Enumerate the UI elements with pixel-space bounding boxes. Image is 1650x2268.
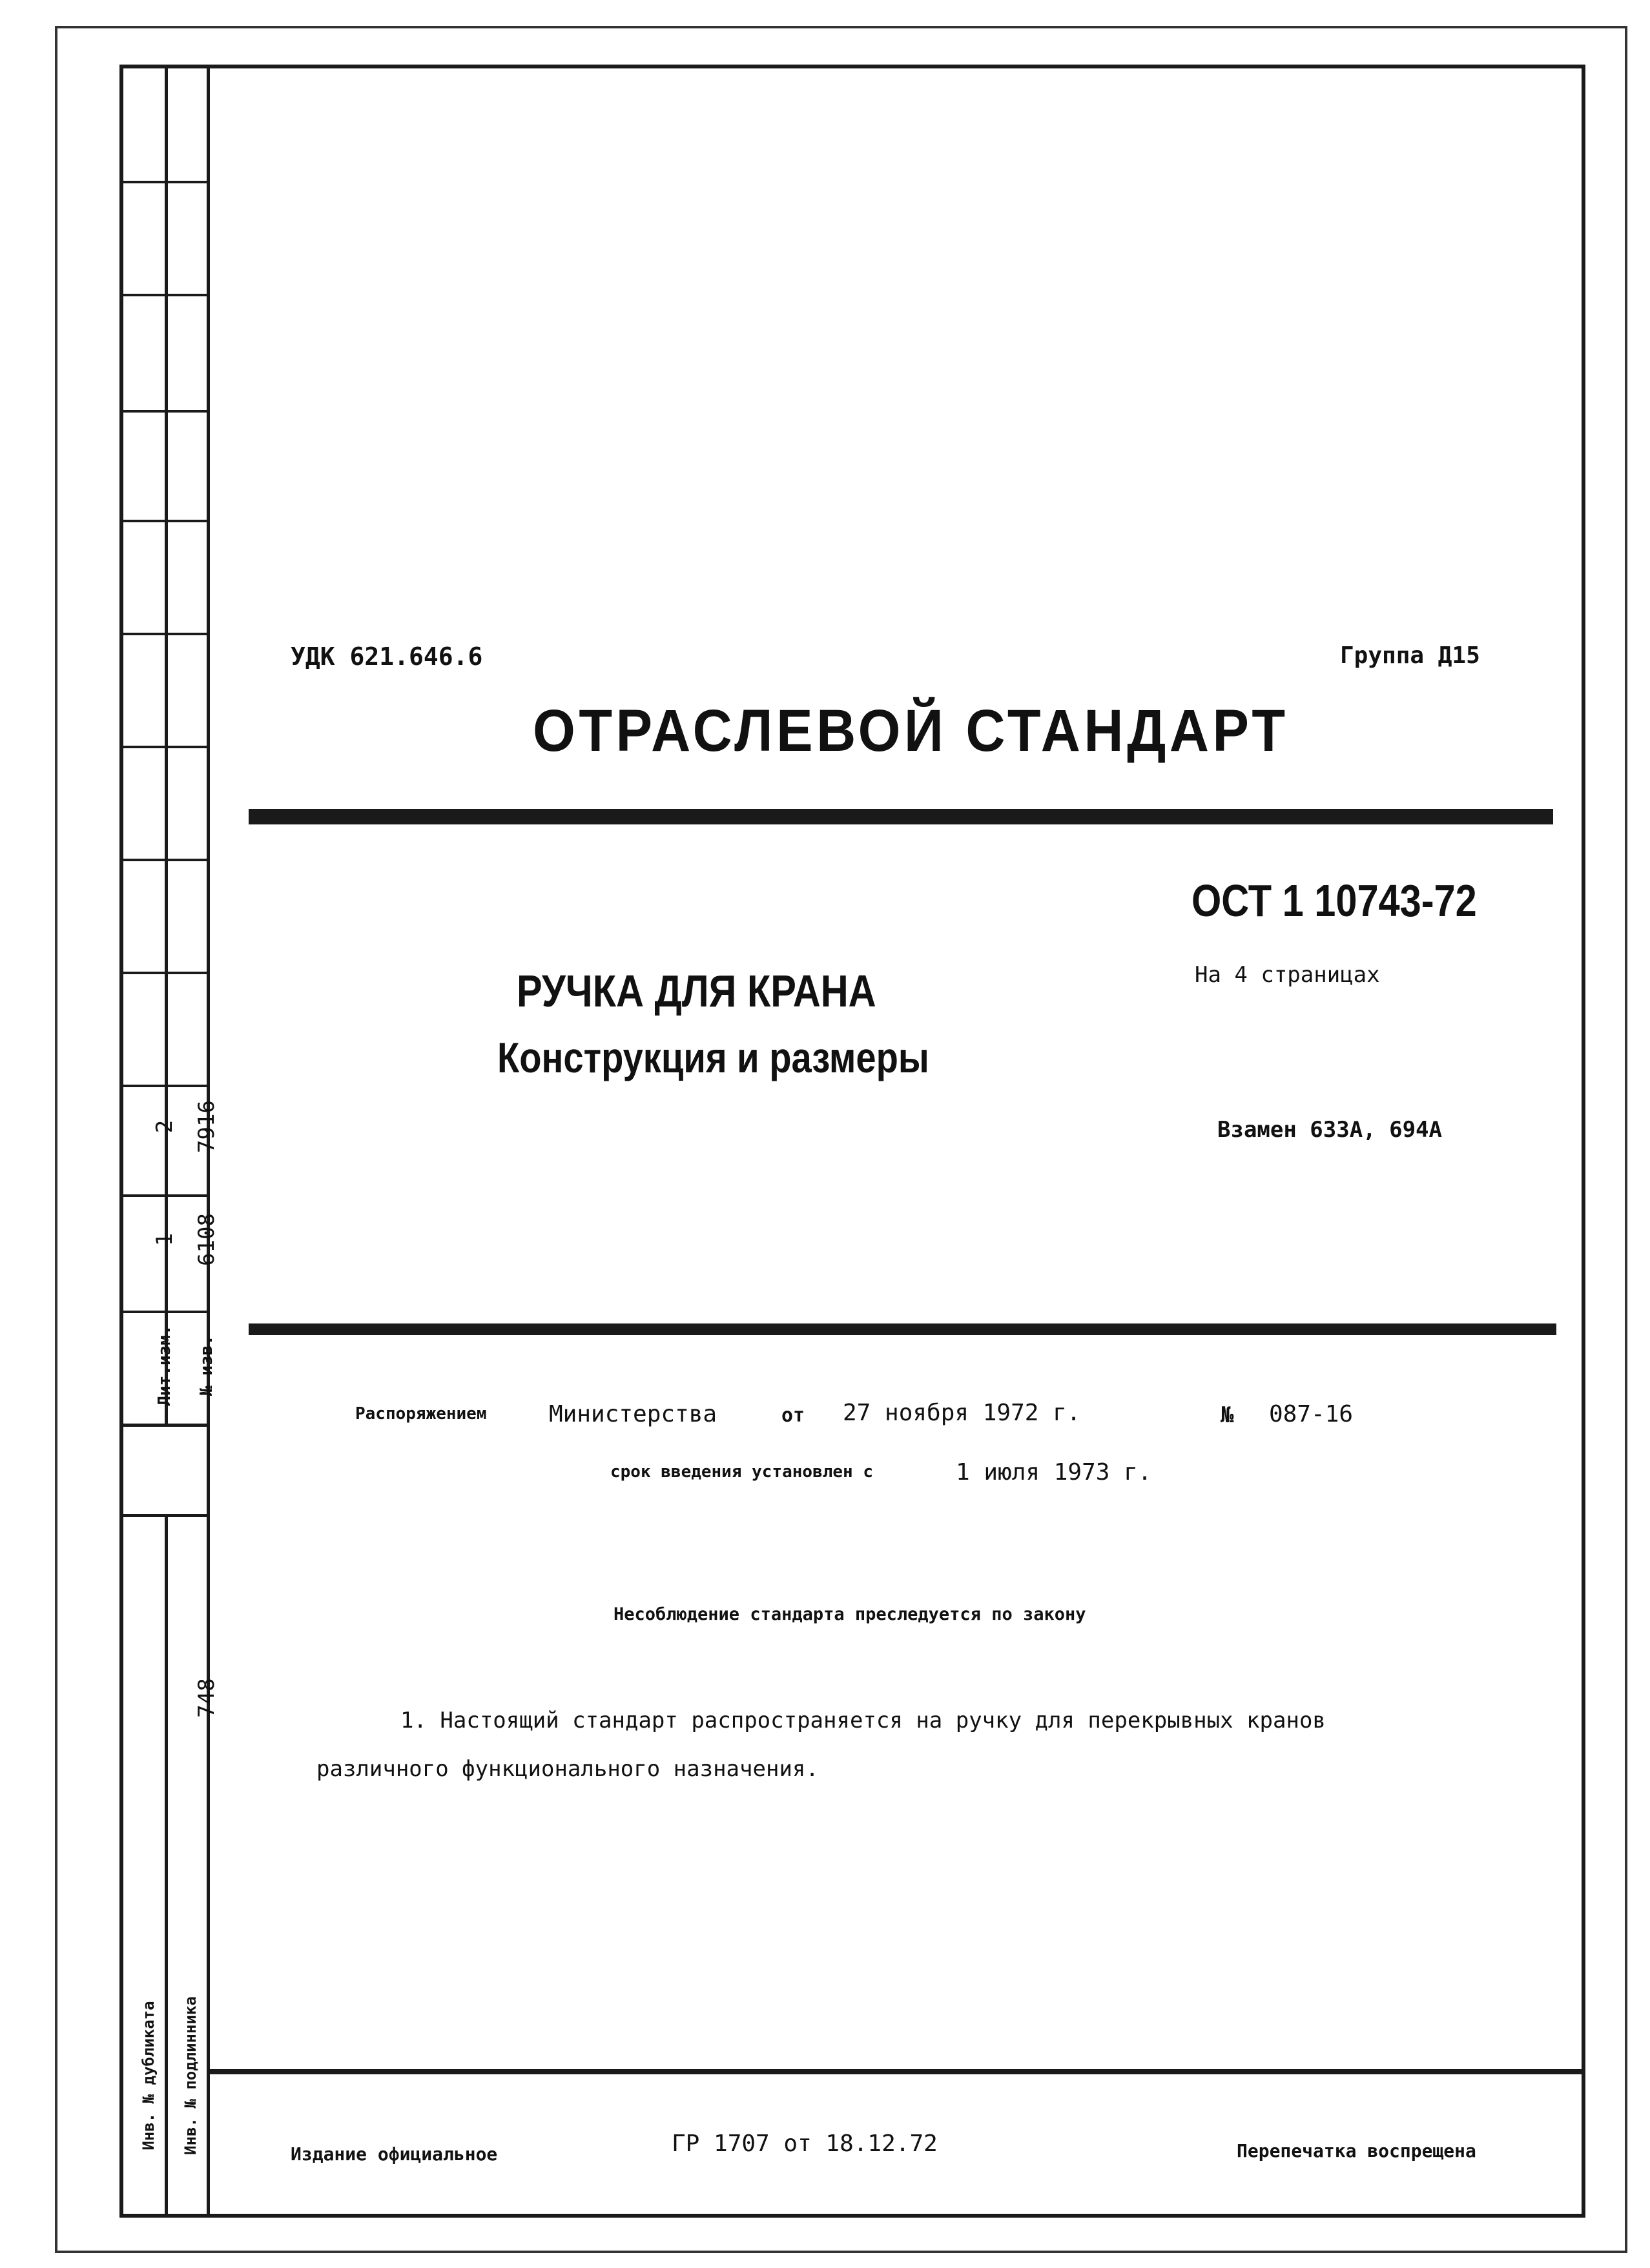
document-title: ОТРАСЛЕВОЙ СТАНДАРТ [533,698,1289,764]
inv-podl-label: Инв. № подлинника [181,1996,200,2155]
page-count: На 4 страницах [1195,962,1380,988]
side-row-line [119,181,210,183]
paragraph-1-line-1: 1. Настоящий стандарт распространяется на ручку для перекрывных кранов [400,1708,1326,1733]
rev-1-number: 1 [152,1232,178,1247]
legal-notice: Несоблюдение стандарта преследуется по закону [614,1604,1086,1624]
order-from: от [781,1404,805,1427]
effective-date: 1 июля 1973 г. [956,1459,1152,1486]
replaces: Взамен 633А, 694А [1217,1117,1442,1143]
gr-registration: ГР 1707 от 18.12.72 [672,2130,938,2157]
order-no: 087-16 [1269,1401,1354,1427]
side-strip-divider-3 [165,1514,168,2218]
product-name: РУЧКА ДЛЯ КРАНА [517,966,876,1016]
footer-rule [207,2069,1585,2074]
group-code: Группа Д15 [1340,642,1480,669]
effective-label: срок введения установлен с [610,1462,873,1482]
side-row-line [119,410,210,413]
standard-number: ОСТ 1 10743-72 [1191,875,1477,926]
rev-1-notice: 6108 [194,1213,220,1266]
inv-dubl-label: Инв. № дубликата [139,2001,158,2151]
paragraph-1-line-2: различного функционального назначения. [316,1756,819,1782]
side-row-line [119,972,210,974]
lit-izm-label: Лит.изм. [155,1325,174,1406]
udk-code: УДК 621.646.6 [291,642,483,671]
no-izv-label: № изв. [197,1335,216,1396]
side-row-line [119,633,210,635]
side-row-line [119,859,210,861]
inv-value: 748 [194,1678,220,1718]
order-no-label: № [1221,1402,1234,1428]
side-row-line [119,746,210,748]
reprint-notice: Перепечатка воспрещена [1237,2140,1476,2161]
rev-2-number: 2 [152,1119,178,1134]
edition-label: Издание официальное [291,2143,498,2165]
side-row-line [119,294,210,296]
order-ministry: Министерства [549,1401,717,1427]
order-date: 27 ноября 1972 г. [843,1400,1081,1426]
side-row-line [119,520,210,522]
order-label: Распоряжением [355,1404,487,1424]
divider-rule [249,1323,1556,1335]
title-rule [249,809,1553,824]
product-subtitle: Конструкция и размеры [497,1034,929,1081]
rev-2-notice: 7916 [194,1100,220,1153]
